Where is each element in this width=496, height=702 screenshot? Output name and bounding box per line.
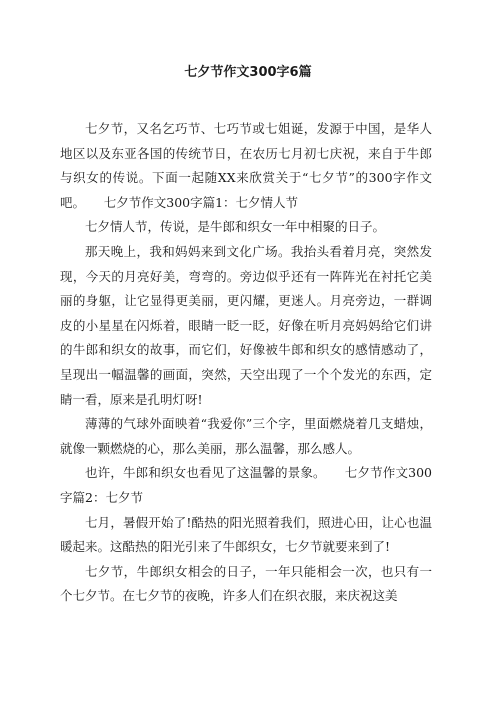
document-body (60, 117, 432, 609)
paragraph: 七夕节，牛郎织女相会的日子，一年只能相会一次，也只有一个七夕节。在七夕节的夜晚，许多人们在织衣服，来庆祝这美 (60, 563, 432, 604)
paragraph: 那天晚上，我和妈妈来到文化广场。我抬头看着月亮，突然发现，今天的月亮好美，弯弯的。旁边似乎还有一阵阵光在衬托它美丽的身躯，让它显得更美丽，更闪耀，更迷人。月亮旁边，一群调皮的小星星在闪烁着，眼睛一眨一眨，好像在听月亮妈妈给它们讲的牛郎和织女的故事，而它们，好像被牛郎和织女的感情感动了，呈现出一幅温馨的画面，突然，天空出现了一个个发光的东西，定睛一看，原来是孔明灯呀! (60, 243, 432, 407)
paragraph: 也许，牛郎和织女也看见了这温馨的景象。 七夕节作文300字篇2：七夕节 (60, 465, 432, 505)
document-title: 七夕节作文300字6篇 (184, 65, 312, 80)
paragraph: 七月，暑假开始了!酷热的阳光照着我们，照进心田，让心也温暖起来。这酷热的阳光引来了牛郎织女，七夕节就要来到了! (60, 514, 432, 555)
paragraph: 七夕节，又名乞巧节、七巧节或七姐诞，发源于中国，是华人地区以及东亚各国的传统节日，在农历七月初七庆祝，来自于牛郎与织女的传说。下面一起随XX来欣赏关于“七夕节”的300字作文吧。 七夕节作文300字篇1：七夕情人节 (60, 121, 432, 210)
paragraph: 七夕情人节，传说，是牛郎和织女一年中相聚的日子。 (85, 219, 386, 235)
paragraph: 薄薄的气球外面映着“我爱你”三个字，里面燃烧着几支蜡烛，就像一颗燃烧的心，那么美丽，那么温馨，那么感人。 (60, 416, 432, 456)
